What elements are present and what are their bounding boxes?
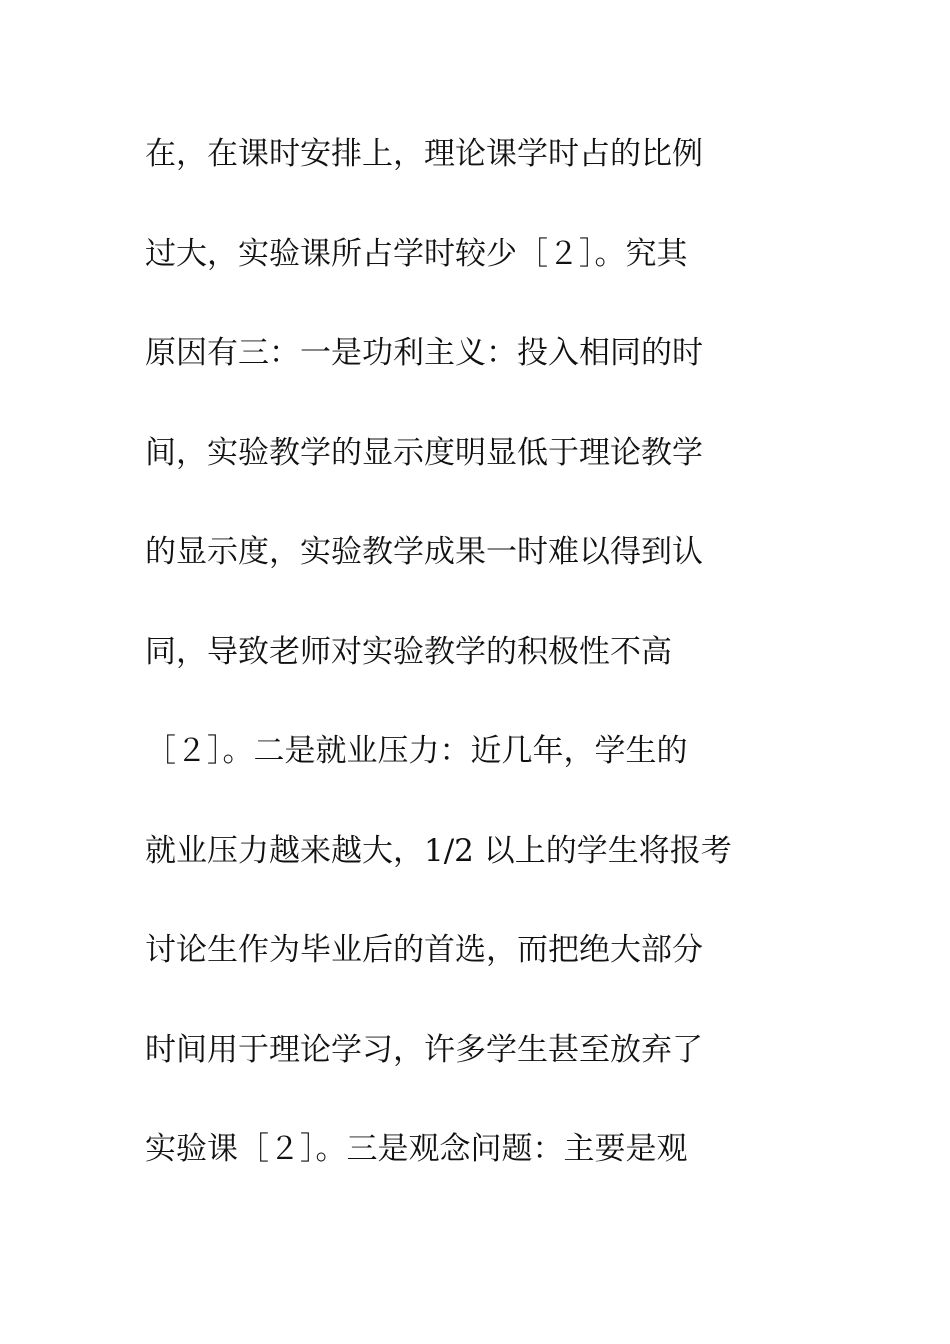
text-line: 实验课［２］。三是观念问题：主要是观 [145,1131,688,1167]
text-line: 在，在课时安排上，理论课学时占的比例 [145,136,703,172]
text-line: 讨论生作为毕业后的首选，而把绝大部分 [145,932,703,968]
text-line: 时间用于理论学习，许多学生甚至放弃了 [145,1031,703,1068]
text-line: 就业压力越来越大，1/2 以上的学生将报考 [145,832,732,869]
text-line: 的显示度，实验教学成果一时难以得到认 [145,534,703,570]
text-line: ［２］。二是就业压力：近几年，学生的 [145,733,688,769]
body-text [145,126,825,1221]
text-line: 间，实验教学的显示度明显低于理论教学 [145,434,703,471]
text-line: 同，导致老师对实验教学的积极性不高 [145,633,672,670]
text-line: 过大，实验课所占学时较少［２］。究其 [145,235,688,272]
text-line: 原因有三：一是功利主义：投入相同的时 [145,335,703,371]
